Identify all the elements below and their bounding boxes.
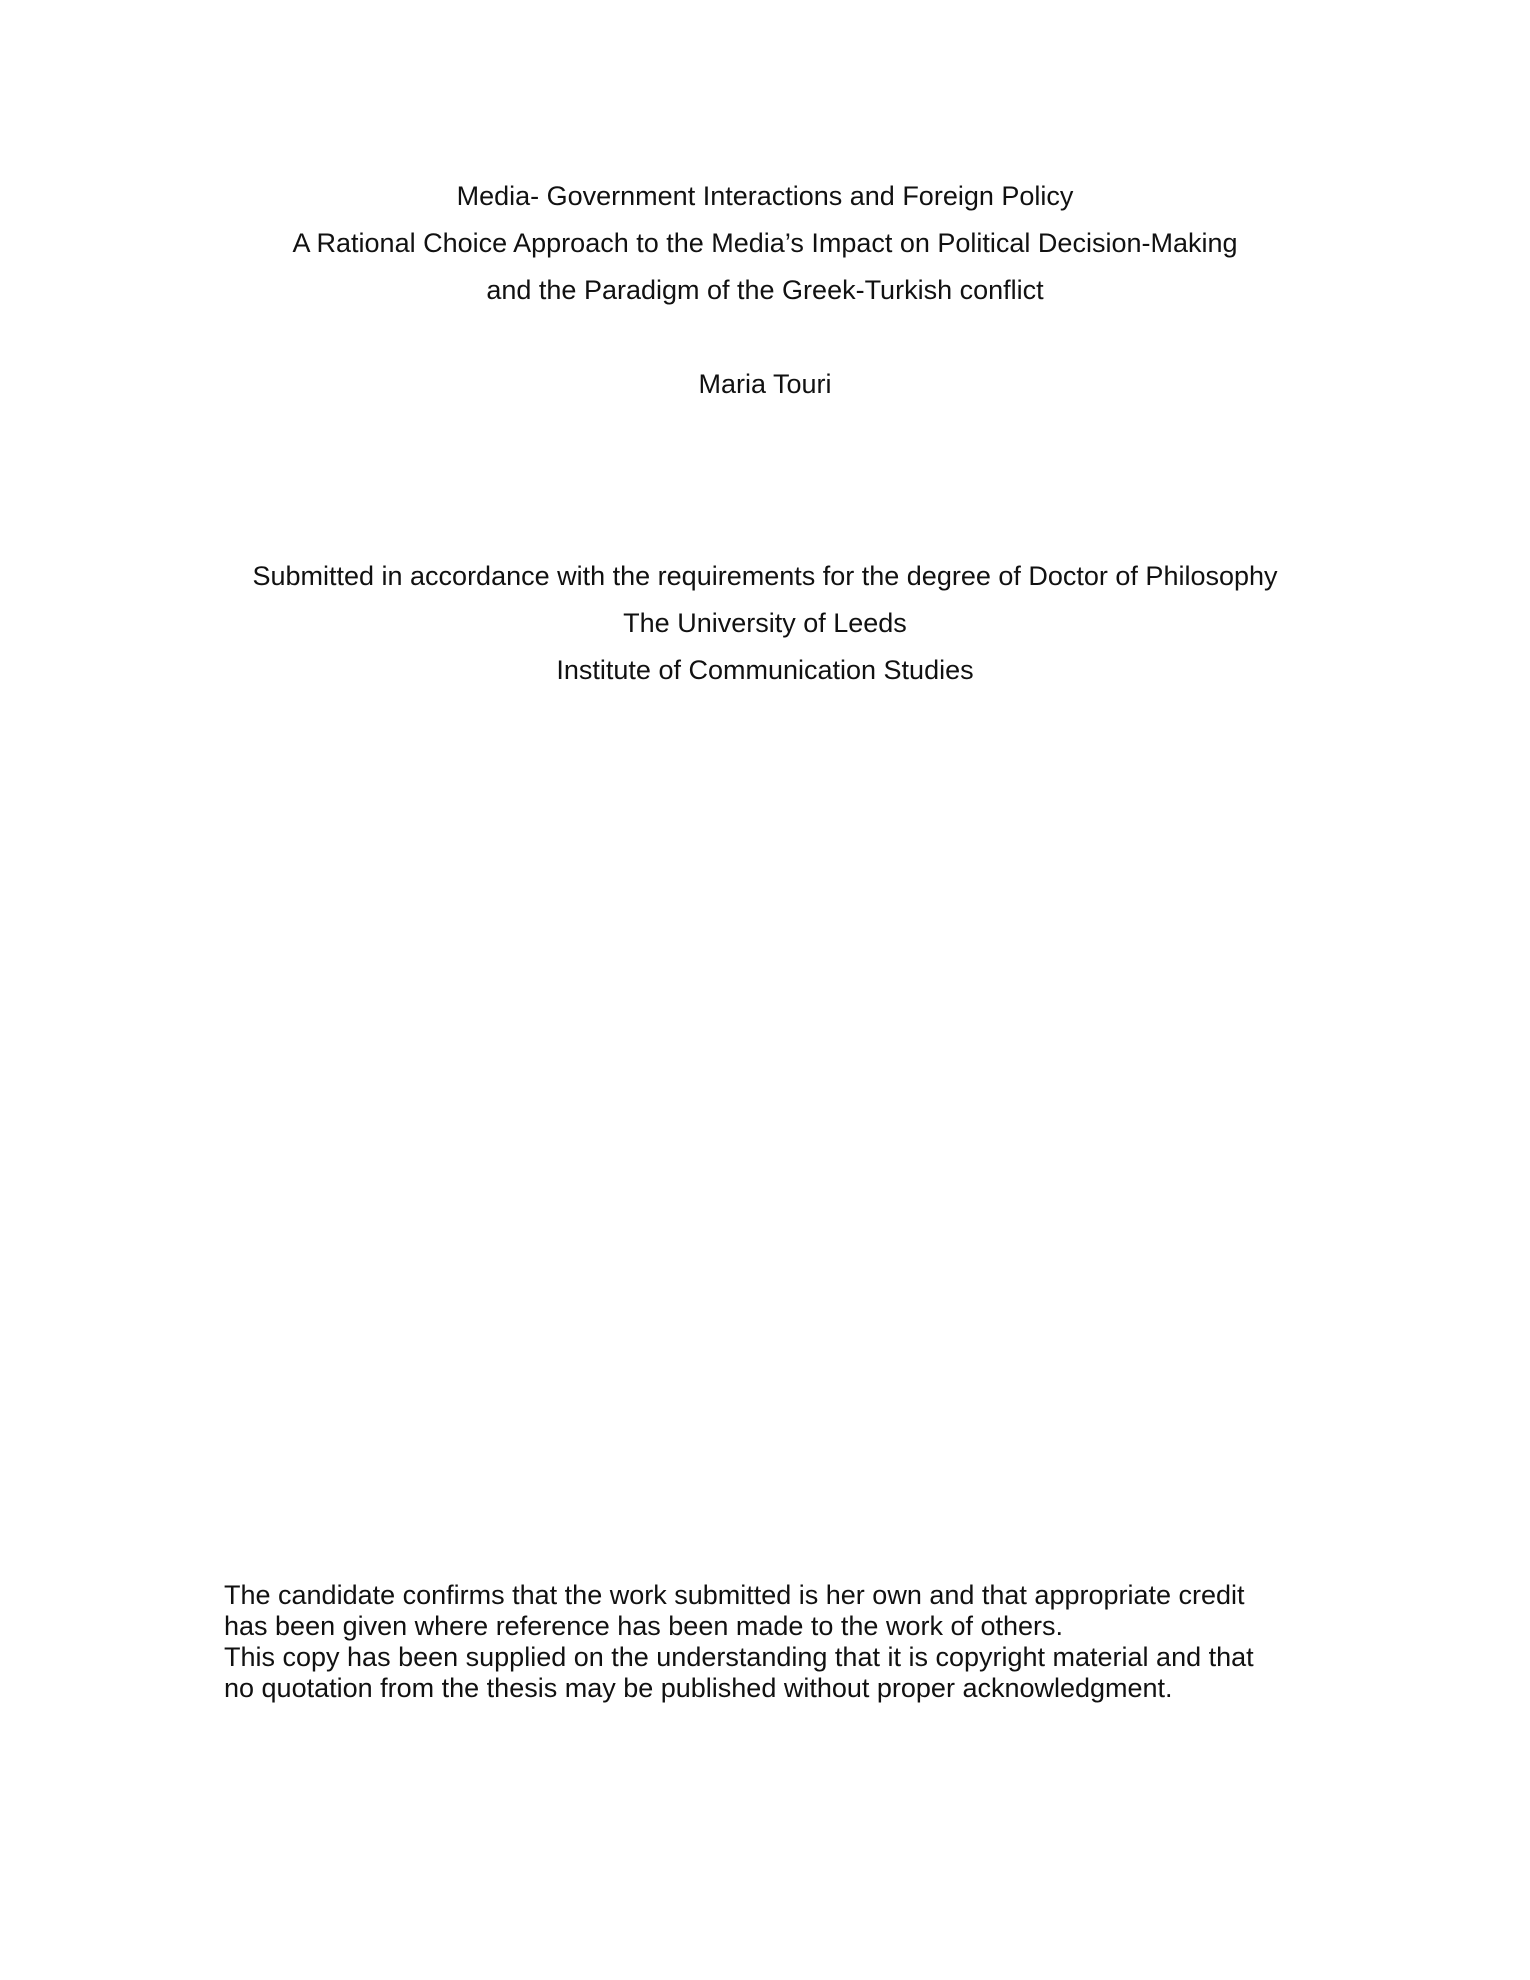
declaration-line-3: This copy has been supplied on the understanding that it is copyright material and that [224, 1642, 1254, 1672]
title-line-2: A Rational Choice Approach to the Media’s Impact on Political Decision-Making [292, 228, 1238, 258]
declaration-line-2: has been given where reference has been made to the work of others. [224, 1611, 1064, 1641]
submission-statement: Submitted in accordance with the requirements for the degree of Doctor of Philosophy [252, 561, 1278, 591]
university-name: The University of Leeds [623, 608, 907, 638]
author-line: Maria Touri [698, 369, 832, 399]
thesis-title [0, 173, 1530, 314]
title-line-3: and the Paradigm of the Greek-Turkish conflict [486, 275, 1044, 305]
declaration-line-4: no quotation from the thesis may be published without proper acknowledgment. [224, 1673, 1173, 1703]
submission-info [0, 553, 1530, 694]
institute-name: Institute of Communication Studies [556, 655, 974, 685]
author-name [0, 361, 1530, 408]
candidate-declaration [224, 1580, 1324, 1704]
title-line-1: Media- Government Interactions and Foreign Policy [456, 181, 1074, 211]
declaration-line-1: The candidate confirms that the work submitted is her own and that appropriate credit [224, 1580, 1245, 1610]
